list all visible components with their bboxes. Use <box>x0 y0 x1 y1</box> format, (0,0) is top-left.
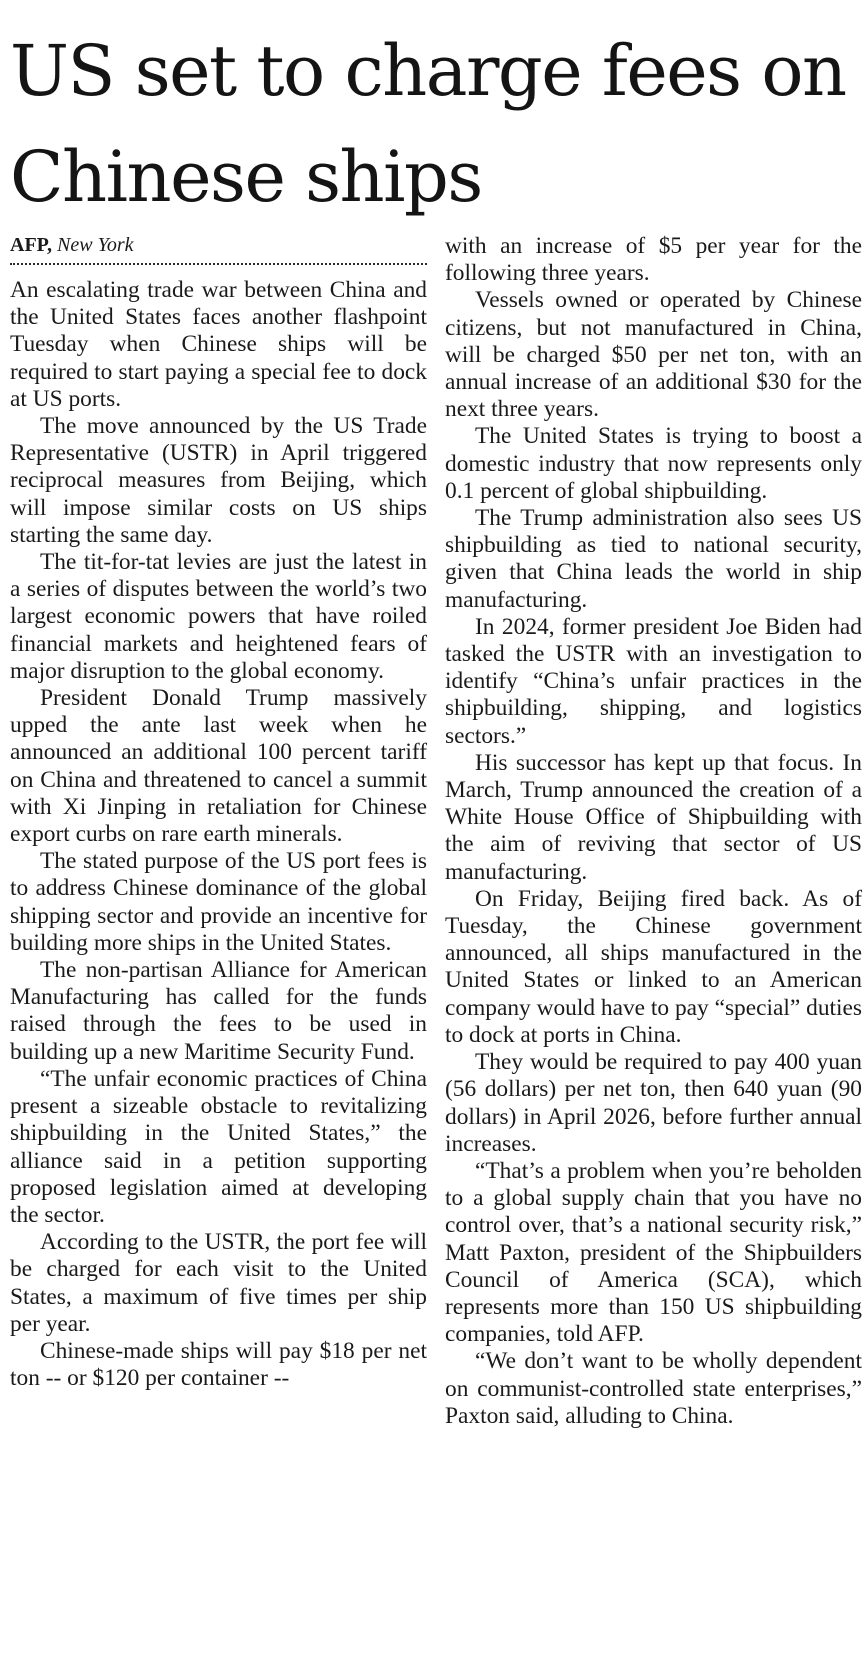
byline-agency: AFP, <box>10 234 53 256</box>
paragraph: The stated purpose of the US port fees is to address Chinese dominance of the global shipping sector and provide an incentive for building more ships in the United States. <box>10 848 427 956</box>
paragraph: “The unfair economic practices of China present a sizeable obstacle to revitalizing shipbuilding in the United States,” the alliance said in a petition supporting proposed legislation aimed at developing the sector. <box>10 1065 427 1228</box>
paragraph: The move announced by the US Trade Representative (USTR) in April triggered reciprocal measures from Beijing, which will impose similar costs on US ships starting the same day. <box>10 413 427 548</box>
paragraph: The Trump administration also sees US shipbuilding as tied to national security, given that China leads the world in ship manufacturing. <box>445 505 862 613</box>
paragraph: The United States is trying to boost a domestic industry that now represents only 0.1 percent of global shipbuilding. <box>445 423 862 504</box>
headline: US set to charge fees on Chinese ships <box>10 30 846 218</box>
paragraph: According to the USTR, the port fee will be charged for each visit to the United States, a maximum of five times per ship per year. <box>10 1229 427 1337</box>
paragraph: An escalating trade war between China and the United States faces another flashpoint Tuesday when Chinese ships will be required to start paying a special fee to dock at US ports. <box>10 277 427 412</box>
byline-place: New York <box>57 234 134 256</box>
paragraph: His successor has kept up that focus. In March, Trump announced the creation of a White House Office of Shipbuilding with the aim of reviving that sector of US manufacturing. <box>445 749 862 885</box>
paragraph: Chinese-made ships will pay $18 per net ton -- or $120 per container -- <box>10 1337 427 1392</box>
paragraph: In 2024, former president Joe Biden had tasked the USTR with an investigation to identify “China’s unfair practices in the shipbuilding, shipping, and logistics sectors.” <box>445 613 862 749</box>
byline <box>10 233 427 265</box>
article-column-right <box>445 233 862 1430</box>
paragraph: The non-partisan Alliance for American Manufacturing has called for the funds raised through the fees to be used in building up a new Maritime Security Fund. <box>10 957 427 1065</box>
paragraph: President Donald Trump massively upped the ante last week when he announced an additional 100 percent tariff on China and threatened to cancel a summit with Xi Jinping in retaliation for Chinese export curbs on rare earth minerals. <box>10 685 427 848</box>
article-column-left <box>10 233 427 1392</box>
paragraph: On Friday, Beijing fired back. As of Tuesday, the Chinese government announced, all ships manufactured in the United States or linked to an American company would have to pay “special” duties to dock at ports in China. <box>445 885 862 1048</box>
paragraph-continued: with an increase of $5 per year for the following three years. <box>445 233 862 287</box>
paragraph: “We don’t want to be wholly dependent on communist-controlled state enterprises,” Paxton said, alluding to China. <box>445 1348 862 1429</box>
paragraph: Vessels owned or operated by Chinese citizens, but not manufactured in China, will be charged $50 per net ton, with an annual increase of an additional $30 for the next three years. <box>445 287 862 423</box>
paragraph: They would be required to pay 400 yuan (56 dollars) per net ton, then 640 yuan (90 dollars) in April 2026, before further annual increases. <box>445 1049 862 1157</box>
paragraph: The tit-for-tat levies are just the latest in a series of disputes between the world’s two largest economic powers that have roiled financial markets and heightened fears of major disruption to the global economy. <box>10 549 427 684</box>
paragraph: “That’s a problem when you’re beholden to a global supply chain that you have no control over, that’s a national security risk,” Matt Paxton, president of the Shipbuilders Council of America (SCA), which represents more than 150 US shipbuilding companies, told AFP. <box>445 1157 862 1348</box>
